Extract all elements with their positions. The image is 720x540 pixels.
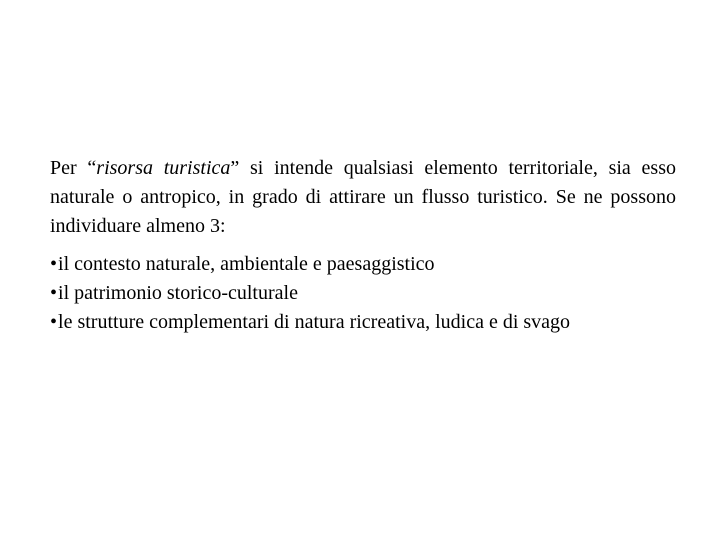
bullet-icon: • — [50, 311, 58, 333]
definition-suffix: ” si intende qualsiasi elemento territoriale, sia esso naturale o antropico, in grado di attirare un flusso turistico. Se ne possono individuare almeno 3: — [50, 157, 676, 237]
list-item-text: il contesto naturale, ambientale e paesaggistico — [58, 253, 435, 275]
list-item — [50, 308, 690, 337]
definition-paragraph — [50, 154, 676, 241]
bullet-icon: • — [50, 282, 58, 304]
definition-prefix: Per “ — [50, 157, 97, 179]
list-item — [50, 279, 690, 308]
list-item-text: il patrimonio storico-culturale — [58, 282, 298, 304]
resource-list — [50, 250, 690, 337]
list-item — [50, 250, 690, 279]
definition-term: risorsa turistica — [96, 157, 231, 179]
bullet-icon: • — [50, 253, 58, 275]
list-item-text: le strutture complementari di natura ricreativa, ludica e di svago — [58, 311, 571, 333]
